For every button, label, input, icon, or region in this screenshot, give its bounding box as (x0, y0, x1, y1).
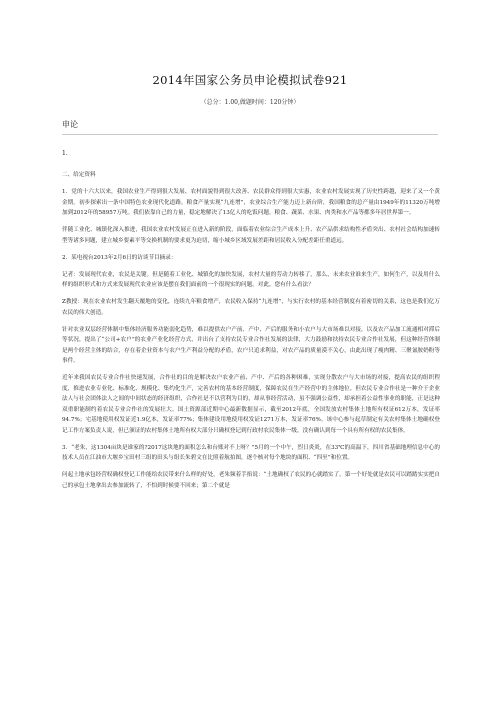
paragraph: Z教授：现在农业农村发生翻天覆地的变化，连续九年粮食增产，农民收入保持“九连增”，与实行农村的基本经营制度有着密切的关系，这也是我们亿万农民的伟大创造。 (62, 299, 440, 316)
paragraph: 针对农业双层经营体制中集体经济服务功能弱化趋势，难以提供农户产前、产中、产后的服务和小农户与大市场难以对接，以及农产品加工流通相对滞后等状况，提出了“公司+农户”的农业产业化经营方式，并出台了支持农民专业合作社发展的法律，大力鼓励和扶持农民专业合作社发展，但这种经营体制是两个经营主体的结合，存在着企业资本与农户生产利益分配的矛盾，农户只追求利益，对农产品的质量漠不关心，由此出现了瘦肉精、三聚氰胺奶粉等事件。 (62, 326, 440, 364)
paragraph: 3．“老朱，这1304亩块是谁家的?2017这块地的面积怎么和台账对不上呀？”5月的一个中午，烈日炎炎，在33℃的高温下，四川省基础地理信息中心的技术人员在江油市大堰乡宝田村三组的田头与组长朱碧文在比照着航拍图，逐个核对每个地块的面积、“四至”和位置。 (62, 444, 440, 461)
section-label: 申论 (62, 120, 78, 129)
document-title: 2014年国家公务员申论模拟试卷921 (152, 73, 348, 87)
paragraph: 二、给定资料 (62, 172, 96, 178)
section-divider (62, 134, 438, 135)
document-body (62, 170, 440, 498)
exam-meta: （总分：1.00,做题时间：120分钟） (200, 99, 300, 106)
paragraph: 2．某电视台2013年2月6日的访谈节目摘录： (62, 254, 177, 261)
paragraph: 记者：发展现代农业，农民是关键。但是随着工业化、城镇化的加快发展，农村大量的劳动力转移了，那么，未来农业谁来生产，如何生产，以及用什么样的组织形式和方式来发展现代农业应该是摆在我们面前的一个很现实的问题。对此，您有什么看法？ (62, 271, 440, 288)
paragraph: 1．党的十六大以来，我国农业生产得到很大发展、农村面貌得到很大改善、农民群众得到很大实惠，农业农村发展实现了历史性跨越，迎来了又一个黄金期。初步探索出一条中国特色农业现代化道路。粮食产量实现“九连增”，农业综合生产能力迈上新台阶，我国粮食的总产量由1949年的11320万吨增加到2012年的58957万吨。我们依靠自己的力量，稳定地解决了13亿人的吃饭问题。粮食、蔬菜、水果、肉类和水产品等都多年居世界第一。 (62, 189, 440, 216)
paragraph: 伴随工业化、城镇化深入推进，我国农业农村发展正在进入新的阶段，面临着农业综合生产成本上升、农产品供求结构性矛盾突出、农村社会结构加速转型等诸多问题，建立城乡要素平等交换机制的要求更为迫切，缩小城乡区域发展差距和居民收入分配差距任重道远。 (62, 227, 440, 244)
paragraph: 近年来我国农民专业合作社快速发展，合作社的目的是解决农户农业产前、产中、产后的各种困难，实现分散农户与大市场的对接，提高农民的组织程度，推进农业专业化、标准化、规模化、集约化生产，完善农村的基本经营制度，保障农民在生产经营中的主体地位。但农民专业合作社是一种介于企业法人与社会团体法人之间的中间状态的经济组织，合作社是不以营利为目的，却从事经营活动，虽不强调公益性，却承担着公益性事业的职能，正是这种双重职能制约着农民专业合作社的发展壮大。国土资源部近期中心最新数据显示，截至2012年底，全国发放农村集体土地所有权证612万本，发证率94.7%；宅基地使用权发证近1.9亿本，发证率77%；集体建设用地使用权发证1271万本，发证率76%。该中心参与起草制定有关农村集体土地确权登记工作方案负责人说，但已颁证的农村集体土地所有权大部分只确权登记到行政村农民集体一级，没有确认到每一个具有所有权的农民集体。 (62, 375, 440, 434)
paragraph: 问起土地承包经营权确权登记工作能给农民带来什么样的好处，老朱频着手掐说：“土地确权了农民的心就踏实了。第一个好处就是农民可以踏踏实实把自己的承包土地拿出去参加流转了，不怕到时候要不回来；第二个就是 (62, 472, 440, 489)
question-number: 1. (62, 150, 68, 157)
